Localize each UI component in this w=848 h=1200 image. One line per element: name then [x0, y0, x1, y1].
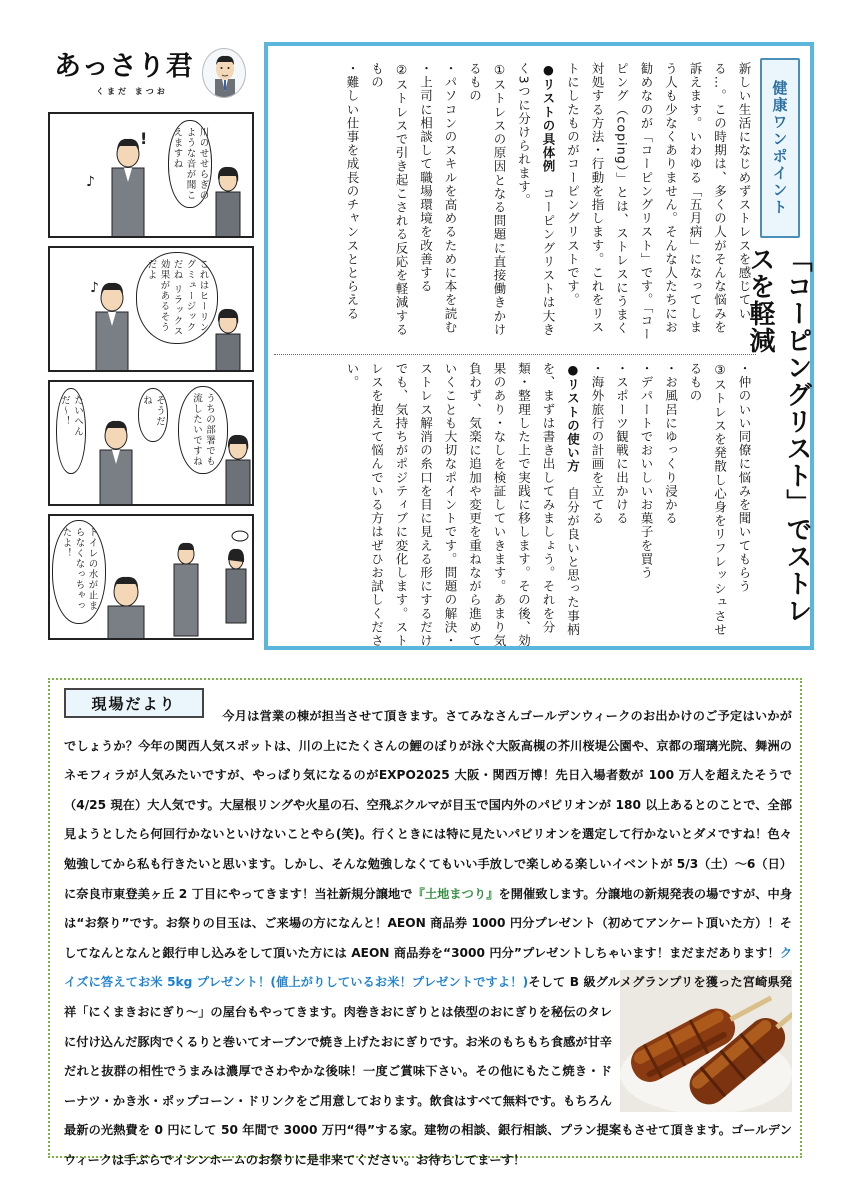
manga-title: あっさり君	[54, 51, 194, 82]
speech-bubble: 川のせせらぎのような音が聞こえますね	[168, 120, 212, 208]
genba-heading: 現場だより	[64, 688, 204, 718]
health-label: 健康ワンポイント	[760, 58, 800, 238]
genba-paragraph-1: 今月は営業の棟が担当させて頂きます。さてみなさんゴールデンウィークのお出かけのご予定はいかがでしょうか？今年の関西人気スポットは、川の上にたくさんの鯉のぼりが泳ぐ大阪高槻の芥川桜堤公園や、京都の瑠璃光院、舞洲のネモフィラが人気みたいですが、やっぱり気になるのがEXPO2025 大阪・関西万博！先日入場者数が 100 万人を超えたそうで（4/25 現在）大人気です。大屋根リングや火星の石、空飛ぶクルマが目玉で国内外のパビリオンが 180 以上あるとのことで、全部見ようとしたら何回行かないといけないことやら(笑)。行くときには特に見たいパビリオンを選定して行かないとダメですね！色々勉強してから私も行きたいと思います。しかし、そんな勉強しなくてもいい手放しで楽しめる楽しいイベントが 5/3（土）〜6（日）に奈良市東登美ヶ丘 2 丁目にやってきます！当社新規分譲地で	[64, 709, 792, 901]
manga-strip	[48, 40, 254, 652]
list-item: ②ストレスで引き起こされる反応を軽減するもの	[369, 62, 409, 337]
health-title: 「コーピングリスト」でストレスを軽減	[745, 246, 812, 624]
event-name: 『土地まつり』	[412, 886, 499, 901]
speech-bubble: そうだね	[138, 388, 168, 442]
genba-paragraph-3: そして B 級グルメグランプリを獲った宮崎県発祥「にくまきおにぎり〜」の屋台もやってきます。肉巻きおにぎりとは俵型のおにぎりを秘伝のタレに付け込んだ豚肉でくるりと巻いてオーブンで焼き上げたおにぎりです。お米のもちもち食感が甘辛だれと抜群の相性でうまみは濃厚でさわやかな後味！一度ご賞味下さい。その他にもたこ焼き・ドーナツ・かき氷・ポップコーン・ドリンクをご用意しております。飲食はすべて無料です。もちろん最新の光熱費を 0 円にして 50 年間で 3000 万円“得”する家。建物の相談、銀行相談、プラン提案もさせて頂きます。ゴールデンウィークは手ぶらでイシンホームのお祭りに是非来てください。お待ちしてまーす！	[64, 975, 792, 1167]
manga-panel-4	[48, 514, 254, 640]
section-divider	[274, 354, 756, 355]
health-upper-section	[274, 62, 756, 346]
manga-panel-2	[48, 246, 254, 372]
list-item: ・上司に相談して職場環境を改善する	[418, 62, 434, 294]
list-item: ・デパートでおいしいお菓子を買う	[639, 362, 654, 580]
usage-text: 自分が良いと思った事柄を、まずは書き出してみましょう。それを分類・整理した上で実践に移します。その後、効果のあり・なしを検証していきます。あまり気負わず、気楽に追加や変更を重ねながら進めていくことも大切なポイントです。問題の解決・ストレス解消の糸口を目に見える形にするだけでも、気持ちがポジティブに変化します。ストレスを抱えて悩んでいる方はぜひお試しください。	[345, 362, 581, 648]
list-item: ・難しい仕事を成長のチャンスととらえる	[345, 62, 360, 321]
speech-bubble: うちの部署でも流したいですね	[178, 386, 228, 474]
subheading-usage: ●リストの使い方	[565, 362, 581, 474]
author-avatar	[202, 48, 246, 98]
manga-panel-3	[48, 380, 254, 506]
list-item: ・仲のいい同僚に悩みを聞いてもらう	[737, 362, 752, 594]
speech-bubble: トイレの水が止まらなくなっちゃったよ！	[52, 520, 106, 624]
list-item: ・お風呂にゆっくり浸かる	[663, 362, 679, 526]
genba-paragraph-2: を開催致します。分譲地の新規発表の場ですが、中身は“お祭り”です。お祭りの目玉は、ご来場の方になんと！AEON 商品券 1000 円分プレゼント（初めてアンケート頂いた方）！そしてなんとなんと銀行申し込みをして頂いた方には AEON 商品券を“3000 円分”プレゼントしちゃいます！まだまだあります！	[64, 886, 793, 960]
list-item: ・スポーツ観戦に出かける	[614, 362, 630, 526]
list-item: ・パソコンのスキルを高めるために本を読む	[443, 62, 458, 334]
nikumaki-onigiri-photo	[620, 970, 792, 1112]
manga-panel-1	[48, 112, 254, 238]
quiz-highlight: クイズに答えてお米 5kg プレゼント！(値上がりしているお米！プレゼントですよ！)	[64, 945, 792, 990]
genba-body	[64, 702, 792, 1176]
svg-text:♪: ♪	[86, 174, 95, 190]
genba-dayori-section	[48, 678, 802, 1167]
speech-bubble: たいへんだ〜！	[56, 388, 86, 474]
subheading-examples: ●リストの具体例	[541, 62, 556, 174]
list-item: ③ストレスを発散し心身をリフレッシュさせるもの	[688, 362, 728, 637]
list-item: ①ストレスの原因となる問題に直接働きかけるもの	[467, 62, 507, 337]
health-title-area	[745, 50, 812, 648]
health-body	[274, 54, 756, 646]
health-intro: 新しい生活になじめずストレスを感じている…。この時期は、多くの人がそんな悩みを訴えます。いわゆる「五月病」になってしまう人も少なくありません。そんな人たちにお勧めなのが「コーピングリスト」です。「コーピング（coping）」とは、ストレスにうまく対処する方法・行動を指します。これをリストにしたものがコーピングリストです。	[565, 62, 752, 342]
list-item: ・海外旅行の計画を立てる	[590, 362, 605, 526]
svg-text:!: !	[140, 129, 148, 148]
speech-bubble: これはヒーリングミュージックだね リラックス効果があるそうだよ	[136, 252, 218, 344]
health-article	[264, 42, 814, 650]
health-lower-section	[274, 362, 756, 648]
examples-intro: コーピングリストは大きく3つに分けられます。	[516, 62, 556, 337]
svg-text:♪: ♪	[90, 280, 99, 296]
manga-author: くまだ まつお	[96, 87, 168, 96]
